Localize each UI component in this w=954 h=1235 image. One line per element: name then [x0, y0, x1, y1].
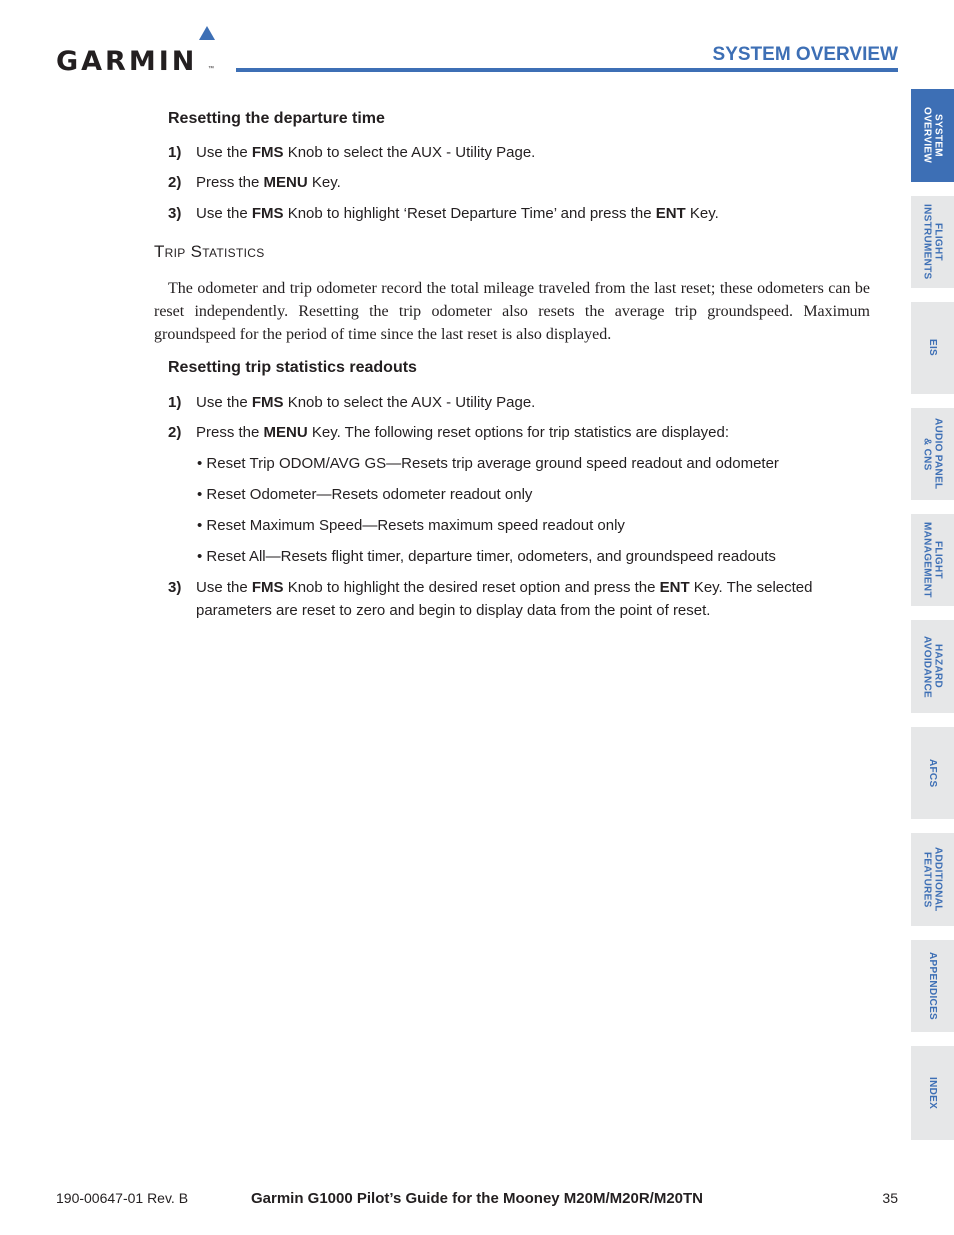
tab-label: HAZARD AVOIDANCE	[921, 635, 944, 698]
logo-text: GARMIN	[56, 46, 198, 77]
tab-label: FLIGHT INSTRUMENTS	[921, 204, 944, 280]
step-text: Use the FMS Knob to highlight ‘Reset Departure Time’ and press the ENT Key.	[196, 205, 719, 222]
tab-label: AUDIO PANEL & CNS	[921, 418, 944, 490]
tab-system-overview[interactable]	[911, 89, 954, 182]
tab-label: INDEX	[927, 1076, 938, 1110]
step-number: 3)	[168, 205, 182, 222]
garmin-logo	[56, 26, 218, 76]
bullet-reset-trip-odom: • Reset Trip ODOM/AVG GS—Resets trip average ground speed readout and odometer	[197, 455, 779, 472]
footer-title: Garmin G1000 Pilot’s Guide for the Mooney M20M/M20R/M20TN	[250, 1190, 704, 1207]
step-number: 2)	[168, 174, 182, 191]
trip-statistics-paragraph: The odometer and trip odometer record the total mileage traveled from the last reset; these odometers can be reset independently. Resetting the trip odometer also resets the average trip groundspeed. Maximum groundspeed for the period of time since the last reset is also displayed.	[154, 280, 870, 343]
step-text: Press the MENU Key.	[196, 174, 341, 191]
step-3-trip	[168, 576, 870, 622]
tab-label: AFCS	[927, 758, 938, 788]
step-number: 1)	[168, 394, 182, 411]
step-text: Use the FMS Knob to highlight the desired reset option and press the ENT Key. The selected parameters are reset to zero and begin to display data from the point of reset.	[196, 579, 813, 619]
tab-label: FLIGHT MANAGEMENT	[921, 522, 944, 598]
step-text: Use the FMS Knob to select the AUX - Utility Page.	[196, 144, 536, 161]
bullet-reset-all: • Reset All—Resets flight timer, departure timer, odometers, and groundspeed readouts	[197, 548, 776, 565]
tab-hazard-avoidance[interactable]	[911, 620, 954, 713]
garmin-triangle-icon	[199, 26, 215, 40]
step-text: Press the MENU Key. The following reset options for trip statistics are displayed:	[196, 424, 730, 441]
step-number: 2)	[168, 424, 182, 441]
tab-label: ADDITIONAL FEATURES	[921, 847, 944, 912]
footer-page-number: 35	[882, 1190, 898, 1206]
subheading-departure-time: Resetting the departure time	[168, 110, 385, 127]
logo-trademark: ™	[208, 66, 214, 72]
section-title: SYSTEM OVERVIEW	[712, 44, 898, 65]
step-number: 1)	[168, 144, 182, 161]
tab-afcs[interactable]	[911, 727, 954, 819]
tab-label: EIS	[927, 339, 938, 357]
tab-eis[interactable]	[911, 302, 954, 394]
bullet-reset-odometer: • Reset Odometer—Resets odometer readout only	[197, 486, 533, 503]
tab-index[interactable]	[911, 1046, 954, 1140]
footer-doc-number: 190-00647-01 Rev. B	[56, 1190, 189, 1206]
tab-flight-instruments[interactable]	[911, 196, 954, 288]
tab-appendices[interactable]	[911, 940, 954, 1032]
tab-audio-panel[interactable]	[911, 408, 954, 500]
tab-additional-features[interactable]	[911, 833, 954, 926]
subheading-trip-readouts: Resetting trip statistics readouts	[168, 359, 417, 376]
bullet-reset-max-speed: • Reset Maximum Speed—Resets maximum speed readout only	[197, 517, 625, 534]
trip-statistics-heading: Trip Statistics	[154, 242, 265, 261]
tab-label: APPENDICES	[927, 951, 938, 1020]
step-text: Use the FMS Knob to select the AUX - Utility Page.	[196, 394, 536, 411]
section-tabs	[911, 0, 954, 1235]
tab-flight-management[interactable]	[911, 514, 954, 606]
header-rule	[236, 68, 898, 72]
tab-label: SYSTEM OVERVIEW	[921, 107, 944, 164]
step-number: 3)	[168, 579, 182, 596]
